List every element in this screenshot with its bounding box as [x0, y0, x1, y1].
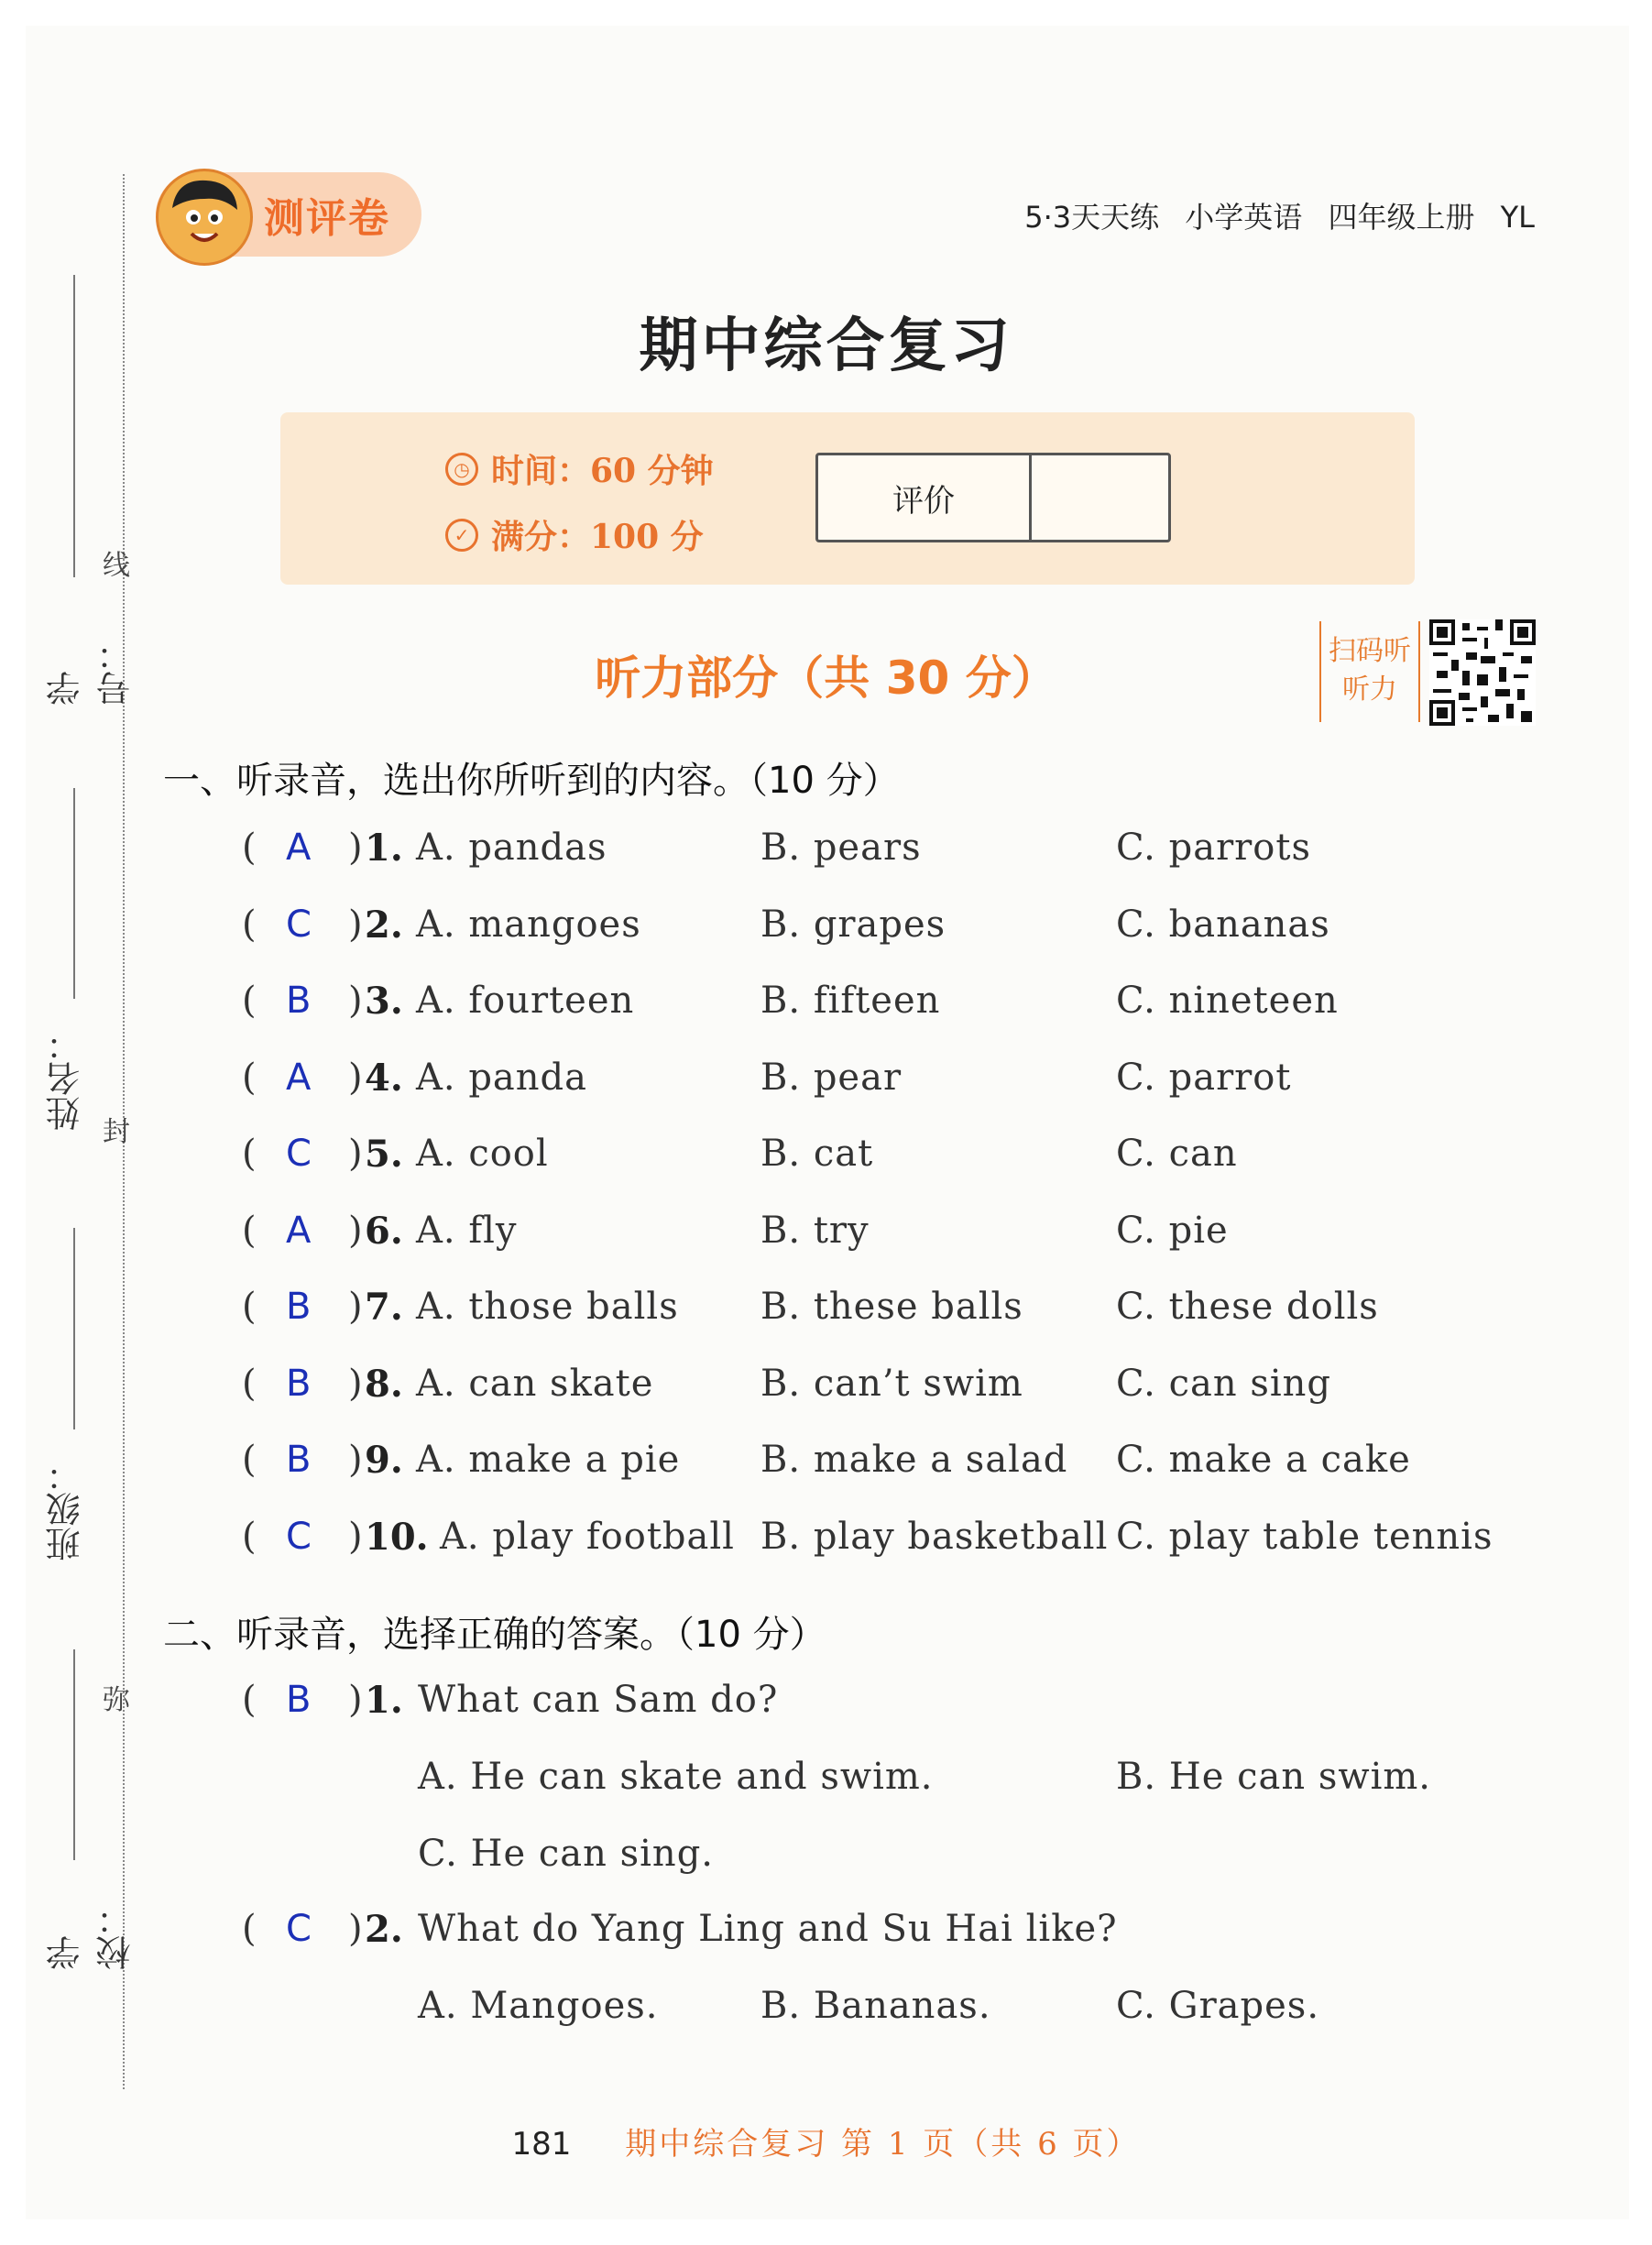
qr-code-icon[interactable]: [1429, 619, 1536, 726]
evaluation-value[interactable]: [1032, 455, 1168, 540]
option-a: A. panda: [416, 1056, 587, 1099]
option-c: C. He can sing.: [418, 1833, 715, 1875]
part1-question-5: [242, 1133, 1525, 1188]
class-field[interactable]: [40, 1228, 95, 1576]
option-b: B. grapes: [760, 903, 946, 946]
question-number: 5.: [365, 1133, 403, 1176]
answer-paren-left: (: [242, 1133, 257, 1175]
option-a: A. mangoes: [416, 903, 641, 946]
part2-question-2: [242, 1908, 1525, 1963]
option-a: A. make a pie: [416, 1439, 681, 1481]
page-title: 期中综合复习: [639, 312, 1013, 380]
option-b: B. make a salad: [760, 1439, 1068, 1481]
student-id-label: 学号：: [46, 636, 137, 706]
class-label: 班级：: [46, 1457, 86, 1561]
option-a: A. play football: [440, 1515, 735, 1558]
page-number: 181: [511, 2126, 572, 2163]
answer-paren-left: (: [242, 1056, 257, 1099]
part1-heading: 一、听录音，选出你所听到的内容。（10 分）: [163, 760, 900, 802]
part1-question-4: [242, 1057, 1525, 1112]
school-blank[interactable]: [73, 1649, 75, 1860]
answer-paren-right: ): [348, 1133, 363, 1175]
part1-question-2: [242, 903, 1525, 958]
question-number: 1.: [365, 827, 403, 870]
answer-paren-left: (: [242, 980, 257, 1022]
option-b: B. He can swim.: [1116, 1756, 1432, 1798]
option-c: C. parrot: [1116, 1056, 1292, 1099]
check-icon: ✓: [445, 519, 478, 552]
answer-choice[interactable]: B: [286, 1439, 312, 1481]
option-c: C. can sing: [1116, 1362, 1332, 1405]
answer-paren-right: ): [348, 1209, 363, 1252]
option-c: C. play table tennis: [1116, 1515, 1493, 1558]
student-name-label: 姓名：: [46, 1026, 86, 1131]
page-footer: [0, 2119, 1652, 2163]
part1-question-10: [242, 1516, 1525, 1571]
evaluation-label: 评价: [818, 455, 1032, 540]
question-number: 2.: [365, 1908, 403, 1951]
option-b: B. play basketball: [760, 1515, 1109, 1558]
option-c: C. Grapes.: [1116, 1985, 1320, 2027]
part1-question-9: [242, 1439, 1525, 1494]
answer-paren-left: (: [242, 1209, 257, 1252]
evaluation-table: [815, 453, 1171, 542]
school-field[interactable]: [40, 1649, 137, 1970]
option-c: C. bananas: [1116, 903, 1330, 946]
mascot-icon: [156, 169, 253, 266]
question-number: 8.: [365, 1362, 403, 1406]
answer-choice[interactable]: A: [286, 1056, 312, 1099]
answer-choice[interactable]: B: [286, 1286, 312, 1328]
answer-choice[interactable]: C: [286, 1133, 312, 1175]
option-a: A. He can skate and swim.: [418, 1756, 934, 1798]
answer-choice[interactable]: A: [286, 827, 312, 869]
answer-paren-left: (: [242, 1362, 257, 1405]
exam-info-box: [280, 412, 1415, 585]
option-a: A. Mangoes.: [418, 1985, 659, 2027]
answer-paren-right: ): [348, 980, 363, 1022]
option-a: A. fourteen: [416, 980, 635, 1022]
time-limit: 时间：60 分钟: [491, 452, 714, 490]
time-row: [445, 445, 714, 492]
answer-choice[interactable]: C: [286, 1515, 312, 1558]
answer-paren-right: ): [348, 1439, 363, 1481]
answer-paren-right: ): [348, 827, 363, 869]
option-b: B. pears: [760, 827, 922, 869]
answer-paren-left: (: [242, 1439, 257, 1481]
answer-paren-left: (: [242, 1286, 257, 1328]
book-series-info: 5·3天天练 小学英语 四年级上册 YL: [1024, 200, 1535, 235]
option-b: B. cat: [760, 1133, 874, 1175]
question-stem: What do Yang Ling and Su Hai like?: [418, 1908, 1118, 1950]
option-c: C. make a cake: [1116, 1439, 1411, 1481]
answer-paren-right: ): [348, 1679, 363, 1721]
option-b: B. pear: [760, 1056, 903, 1099]
part1-question-6: [242, 1210, 1525, 1265]
question-number: 6.: [365, 1209, 403, 1253]
option-b: B. can’t swim: [760, 1362, 1023, 1405]
answer-choice[interactable]: B: [286, 1362, 312, 1405]
answer-paren-right: ): [348, 1286, 363, 1328]
question-number: 10.: [365, 1515, 429, 1559]
option-c: C. pie: [1116, 1209, 1229, 1252]
option-c: C. can: [1116, 1133, 1238, 1175]
answer-paren-right: ): [348, 1056, 363, 1099]
badge-text: 测评卷: [264, 195, 390, 242]
question-number: 3.: [365, 980, 403, 1023]
question-number: 2.: [365, 903, 403, 947]
question-number: 4.: [365, 1056, 403, 1100]
option-a: A. pandas: [416, 827, 607, 869]
option-c: C. parrots: [1116, 827, 1311, 869]
school-label: 学校：: [46, 1900, 137, 1970]
answer-choice[interactable]: B: [286, 980, 312, 1022]
question-stem: What can Sam do?: [418, 1679, 779, 1721]
option-b: B. try: [760, 1209, 870, 1252]
student-name-field[interactable]: [40, 788, 95, 1173]
class-blank[interactable]: [73, 1228, 75, 1429]
option-c: C. these dolls: [1116, 1286, 1379, 1328]
score-row: [445, 511, 704, 558]
question-number: 7.: [365, 1286, 403, 1329]
option-a: A. those balls: [416, 1286, 679, 1328]
part1-question-1: [242, 827, 1525, 882]
footer-text: 期中综合复习 第 1 页（共 6 页）: [625, 2126, 1141, 2163]
option-b: B. these balls: [760, 1286, 1023, 1328]
option-b: B. Bananas.: [760, 1985, 991, 2027]
qr-scan-label: [1319, 621, 1420, 722]
answer-paren-left: (: [242, 1679, 257, 1721]
part2-question-1: [242, 1679, 1525, 1734]
question-number: 9.: [365, 1439, 403, 1482]
option-b: B. fifteen: [760, 980, 941, 1022]
part1-question-7: [242, 1286, 1525, 1341]
answer-paren-right: ): [348, 1515, 363, 1558]
answer-paren-left: (: [242, 827, 257, 869]
full-score: 满分：100 分: [491, 518, 704, 556]
option-a: A. can skate: [416, 1362, 654, 1405]
answer-paren-left: (: [242, 1908, 257, 1950]
option-c: C. nineteen: [1116, 980, 1339, 1022]
answer-choice[interactable]: B: [286, 1679, 312, 1721]
answer-paren-right: ): [348, 903, 363, 946]
answer-paren-right: ): [348, 1908, 363, 1950]
answer-paren-right: ): [348, 1362, 363, 1405]
answer-paren-left: (: [242, 903, 257, 946]
binding-mark-close: 弥: [103, 1684, 130, 1716]
question-number: 1.: [365, 1679, 403, 1722]
part2-heading: 二、听录音，选择正确的答案。（10 分）: [163, 1614, 826, 1656]
binding-mark-seal: 封: [103, 1116, 130, 1148]
listening-section-title: 听力部分（共 30 分）: [595, 652, 1057, 705]
binding-mark-line: 线: [103, 550, 130, 582]
clock-icon: ◷: [445, 453, 478, 486]
part1-question-8: [242, 1363, 1525, 1418]
student-name-blank[interactable]: [73, 788, 75, 999]
answer-choice[interactable]: C: [286, 1908, 312, 1950]
part1-question-3: [242, 980, 1525, 1035]
option-a: A. cool: [416, 1133, 549, 1175]
answer-choice[interactable]: A: [286, 1209, 312, 1252]
option-a: A. fly: [416, 1209, 518, 1252]
answer-paren-left: (: [242, 1515, 257, 1558]
answer-choice[interactable]: C: [286, 903, 312, 946]
qr-scan-text: 扫码听听力: [1329, 635, 1411, 706]
